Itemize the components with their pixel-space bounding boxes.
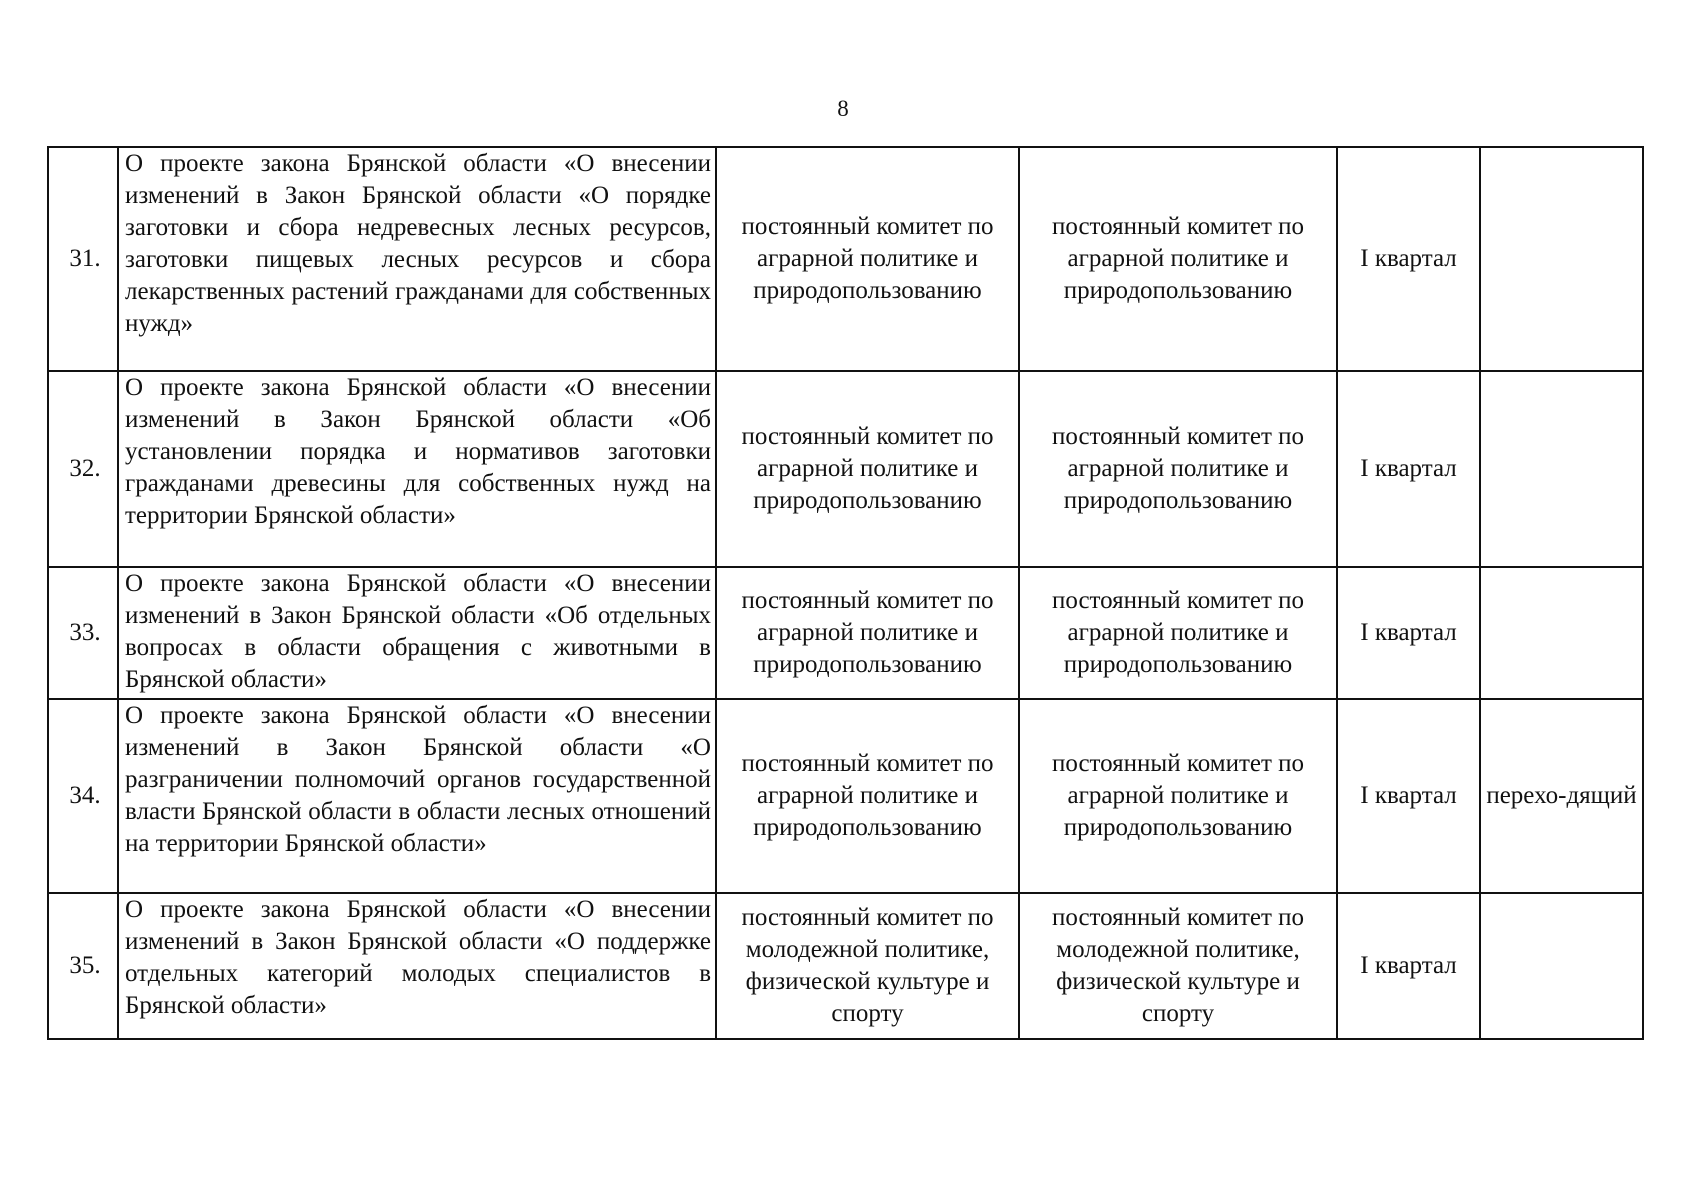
table-row	[48, 567, 1643, 699]
row-responsible: постоянный комитет по аграрной политике и природопользованию	[716, 371, 1019, 567]
row-responsible: постоянный комитет по аграрной политике и природопользованию	[716, 147, 1019, 371]
table-row	[48, 699, 1643, 893]
row-title: О проекте закона Брянской области «О внесении изменений в Закон Брянской области «Об установлении порядка и нормативов заготовки гражданами древесины для собственных нужд на территории Брянской области»	[118, 371, 716, 567]
row-title: О проекте закона Брянской области «О внесении изменений в Закон Брянской области «О поддержке отдельных категорий молодых специалистов в Брянской области»	[118, 893, 716, 1039]
row-term: I квартал	[1337, 567, 1480, 699]
row-title: О проекте закона Брянской области «О внесении изменений в Закон Брянской области «Об отдельных вопросах в области обращения с животными в Брянской области»	[118, 567, 716, 699]
table-row	[48, 147, 1643, 371]
row-responsible: постоянный комитет по аграрной политике и природопользованию	[716, 567, 1019, 699]
row-title: О проекте закона Брянской области «О внесении изменений в Закон Брянской области «О порядке заготовки и сбора недревесных лесных ресурсов, заготовки пищевых лесных ресурсов и сбора лекарственных растений гражданами для собственных нужд»	[118, 147, 716, 371]
table-row	[48, 371, 1643, 567]
row-number: 32.	[48, 371, 118, 567]
row-number: 31.	[48, 147, 118, 371]
row-note	[1480, 567, 1643, 699]
row-executor: постоянный комитет по молодежной политике, физической культуре и спорту	[1019, 893, 1337, 1039]
table-row	[48, 893, 1643, 1039]
row-note	[1480, 147, 1643, 371]
row-title: О проекте закона Брянской области «О внесении изменений в Закон Брянской области «О разграничении полномочий органов государственной власти Брянской области в области лесных отношений на территории Брянской области»	[118, 699, 716, 893]
row-term: I квартал	[1337, 893, 1480, 1039]
row-executor: постоянный комитет по аграрной политике и природопользованию	[1019, 567, 1337, 699]
row-term: I квартал	[1337, 147, 1480, 371]
row-term: I квартал	[1337, 699, 1480, 893]
row-number: 33.	[48, 567, 118, 699]
row-number: 34.	[48, 699, 118, 893]
row-note	[1480, 371, 1643, 567]
row-responsible: постоянный комитет по молодежной политике, физической культуре и спорту	[716, 893, 1019, 1039]
row-responsible: постоянный комитет по аграрной политике и природопользованию	[716, 699, 1019, 893]
legislative-plan-table	[47, 146, 1644, 1040]
row-executor: постоянный комитет по аграрной политике и природопользованию	[1019, 699, 1337, 893]
row-term: I квартал	[1337, 371, 1480, 567]
row-number: 35.	[48, 893, 118, 1039]
row-executor: постоянный комитет по аграрной политике и природопользованию	[1019, 371, 1337, 567]
page-number: 8	[837, 96, 849, 121]
row-note: перехо-дящий	[1480, 699, 1643, 893]
row-note	[1480, 893, 1643, 1039]
row-executor: постоянный комитет по аграрной политике и природопользованию	[1019, 147, 1337, 371]
